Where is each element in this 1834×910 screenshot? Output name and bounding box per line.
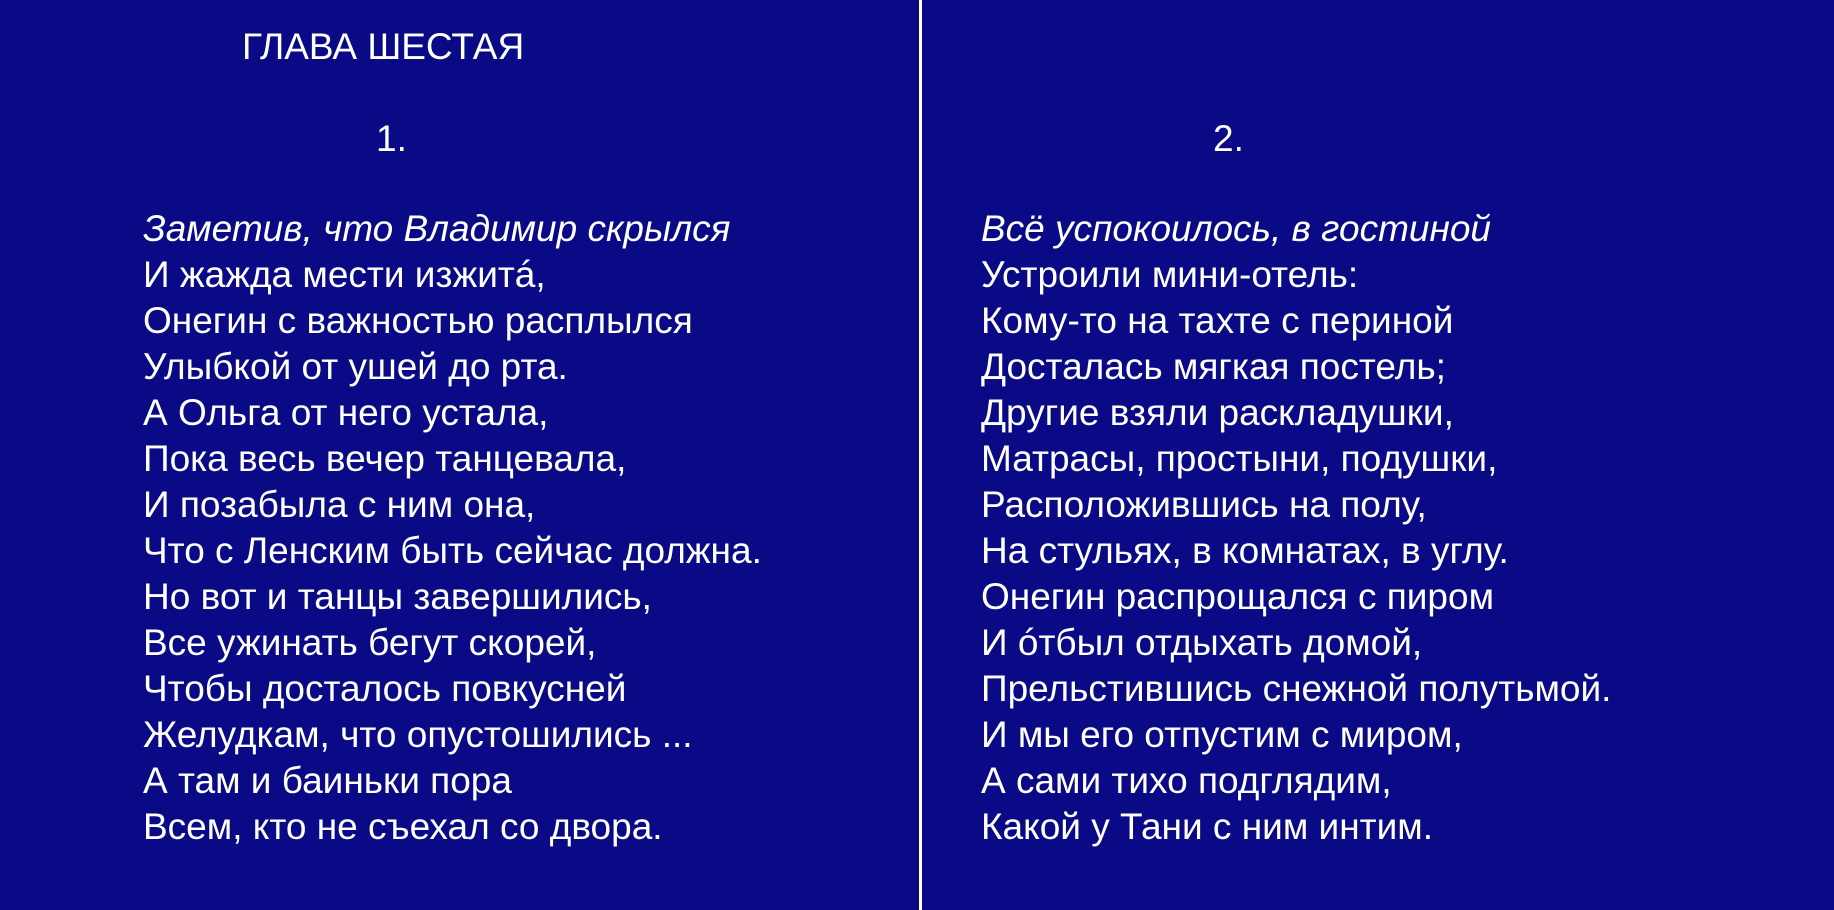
stanza-number-2: 2. [1213,118,1244,159]
stanza-1 [143,206,762,850]
stanza-line: На стульях, в комнатах, в углу. [981,530,1509,571]
stanza-line: Онегин с важностью расплылся [143,300,693,341]
stanza-number-1: 1. [376,118,407,159]
stanza-line: Кому-то на тахте с периной [981,300,1454,341]
stanza-line: Желудкам, что опустошились ... [143,714,693,755]
stanza-line: Пока весь вечер танцевала, [143,438,627,479]
stanza-line: Досталась мягкая постель; [981,346,1446,387]
stanza-line: Всем, кто не съехал со двора. [143,806,663,847]
stanza-line: Прельстившись снежной полутьмой. [981,668,1612,709]
stanza-line: Расположившись на полу, [981,484,1427,525]
stanza-line: Улыбкой от ушей до рта. [143,346,568,387]
stanza-line: И мы его отпустим с миром, [981,714,1463,755]
stanza-line: Но вот и танцы завершились, [143,576,652,617]
stanza-line: Матрасы, простыни, подушки, [981,438,1498,479]
stanza-line: Чтобы досталось повкусней [143,668,627,709]
stanza-line: Всё успокоилось, в гостиной [981,208,1491,249]
stanza-line: Устроили мини-отель: [981,254,1359,295]
stanza-line: А там и баиньки пора [143,760,512,801]
stanza-line: Что с Ленским быть сейчас должна. [143,530,762,571]
stanza-line: Все ужинать бегут скорей, [143,622,597,663]
stanza-line: И жажда мести изжитá, [143,254,546,295]
chapter-title: ГЛАВА ШЕСТАЯ [242,26,525,67]
stanza-line: А сами тихо подглядим, [981,760,1392,801]
stanza-line: И óтбыл отдыхать домой, [981,622,1423,663]
stanza-line: И позабыла с ним она, [143,484,536,525]
stanza-line: Другие взяли раскладушки, [981,392,1454,433]
stanza-2 [981,206,1611,850]
stanza-line: Онегин распрощался с пиром [981,576,1495,617]
column-divider [919,0,922,910]
stanza-line: Заметив, что Владимир скрылся [143,208,731,249]
stanza-line: Какой у Тани с ним интим. [981,806,1433,847]
stanza-line: А Ольга от него устала, [143,392,549,433]
